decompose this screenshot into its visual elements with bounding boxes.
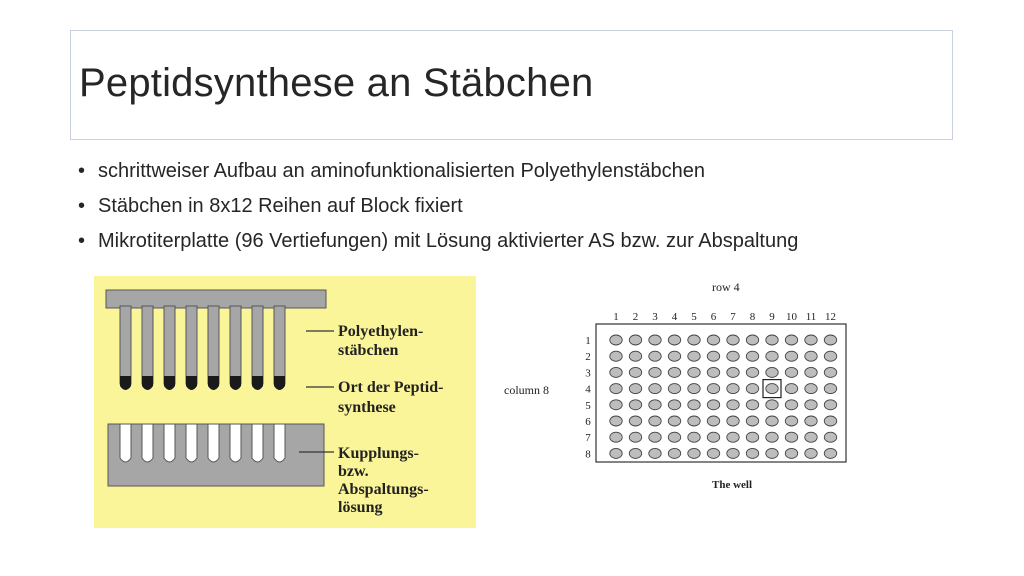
- label-site-2: synthese: [338, 399, 396, 416]
- plate-well: [208, 424, 219, 462]
- column-number: 10: [786, 311, 797, 323]
- plate-well: [649, 384, 661, 394]
- plate-well: [610, 384, 622, 394]
- column-number: 7: [730, 311, 736, 323]
- plate-well: [629, 416, 641, 426]
- plate-well: [727, 448, 739, 458]
- row-number: 4: [585, 383, 591, 396]
- plate-well: [785, 432, 797, 442]
- plate-well: [610, 351, 622, 361]
- plate-well: [164, 424, 175, 462]
- title-box: [70, 30, 953, 140]
- plate-well: [649, 432, 661, 442]
- pin-holder-bar: [106, 290, 326, 308]
- pin-tip: [186, 376, 197, 390]
- column-number: 4: [671, 311, 678, 323]
- plate-well: [766, 416, 778, 426]
- plate-well: [230, 424, 241, 462]
- plate-well: [766, 384, 778, 394]
- plate-well: [688, 335, 700, 345]
- plate-well: [629, 351, 641, 361]
- plate-well: [610, 416, 622, 426]
- label-solution-1: Kupplungs-: [338, 445, 419, 462]
- plate-well: [688, 448, 700, 458]
- row-number: 2: [585, 351, 591, 364]
- plate-well: [766, 400, 778, 410]
- pin: [208, 306, 219, 384]
- plate-well: [610, 335, 622, 345]
- plate-well: [688, 384, 700, 394]
- pin-tip: [230, 376, 241, 390]
- plate-well: [766, 351, 778, 361]
- plate-well: [707, 448, 719, 458]
- plate-well: [746, 416, 758, 426]
- pin-block-diagram: [94, 276, 476, 528]
- solution-plate: [108, 424, 324, 486]
- plate-well: [727, 367, 739, 377]
- pin-tip: [208, 376, 219, 390]
- column-numbers: [613, 311, 836, 323]
- plate-well: [688, 432, 700, 442]
- plate-well: [805, 384, 817, 394]
- row-number: 7: [585, 432, 591, 445]
- plate-well: [610, 367, 622, 377]
- plate-well: [805, 335, 817, 345]
- pin: [120, 306, 131, 384]
- pin-tip: [274, 376, 285, 390]
- plate-well: [746, 448, 758, 458]
- plate-well: [727, 384, 739, 394]
- plate-well: [629, 384, 641, 394]
- plate-well: [707, 351, 719, 361]
- plate-well: [610, 432, 622, 442]
- plate-well: [746, 335, 758, 345]
- pin-tip: [142, 376, 153, 390]
- plate-well: [688, 400, 700, 410]
- plate-well: [629, 367, 641, 377]
- pin: [186, 306, 197, 384]
- plate-well: [824, 416, 836, 426]
- plate-well: [668, 448, 680, 458]
- plate-well: [766, 367, 778, 377]
- row-number: 8: [585, 448, 591, 461]
- plate-well: [785, 448, 797, 458]
- column-number: 6: [710, 311, 717, 323]
- plate-caption: The well: [712, 479, 753, 491]
- bullet-list: [78, 154, 798, 259]
- plate-well: [785, 400, 797, 410]
- plate-well: [785, 367, 797, 377]
- plate-well: [824, 351, 836, 361]
- column-number: 8: [749, 311, 756, 323]
- column-number: 12: [825, 311, 836, 323]
- row-number: 3: [585, 367, 591, 380]
- column-number: 11: [805, 311, 817, 323]
- plate-well: [649, 335, 661, 345]
- label-pins-2: stäbchen: [338, 342, 399, 359]
- plate-well: [805, 400, 817, 410]
- label-solution-4: lösung: [338, 499, 383, 516]
- pin: [164, 306, 175, 384]
- plate-well: [629, 335, 641, 345]
- label-site-1: Ort der Peptid-: [338, 379, 444, 396]
- pin: [230, 306, 241, 384]
- plate-well: [688, 351, 700, 361]
- pin-tip: [120, 376, 131, 390]
- plate-well: [805, 351, 817, 361]
- plate-well: [707, 384, 719, 394]
- plate-well: [707, 416, 719, 426]
- plate-well: [727, 432, 739, 442]
- plate-well: [727, 335, 739, 345]
- plate-well: [727, 416, 739, 426]
- plate-well: [805, 432, 817, 442]
- row-number: 1: [585, 335, 591, 347]
- plate-well: [766, 432, 778, 442]
- bullet-item: • Mikrotiterplatte (96 Vertiefungen) mit Lösung aktivierter AS bzw. zur Abspaltung: [78, 224, 798, 259]
- row-number: 6: [585, 416, 591, 428]
- plate-well: [746, 384, 758, 394]
- plate-well: [668, 367, 680, 377]
- plate-well: [746, 400, 758, 410]
- plate-well: [785, 416, 797, 426]
- plate-well: [785, 351, 797, 361]
- plate-well: [805, 448, 817, 458]
- pin: [274, 306, 285, 384]
- plate-well: [668, 416, 680, 426]
- plate-well: [186, 424, 197, 462]
- plate-well: [649, 351, 661, 361]
- plate-well: [688, 416, 700, 426]
- plate-well: [610, 400, 622, 410]
- column-label: column 8: [504, 383, 549, 397]
- plate-well: [668, 400, 680, 410]
- plate-well: [629, 400, 641, 410]
- plate-well: [142, 424, 153, 462]
- column-number: 3: [652, 311, 658, 323]
- plate-well: [805, 416, 817, 426]
- plate-well: [785, 384, 797, 394]
- plate-well: [668, 351, 680, 361]
- plate-well: [629, 448, 641, 458]
- column-number: 2: [632, 311, 639, 323]
- plate-well: [120, 424, 131, 462]
- plate-well: [766, 448, 778, 458]
- column-number: 1: [613, 311, 619, 323]
- plate-well: [746, 367, 758, 377]
- plate-well: [824, 335, 836, 345]
- plate-well: [746, 351, 758, 361]
- plate-well: [727, 400, 739, 410]
- plate-well: [707, 335, 719, 345]
- plate-well: [824, 384, 836, 394]
- plate-well: [707, 400, 719, 410]
- plate-well: [252, 424, 263, 462]
- plate-well: [824, 400, 836, 410]
- label-pins-1: Polyethylen-: [338, 323, 424, 340]
- label-solution-2: bzw.: [338, 463, 369, 480]
- plate-well: [805, 367, 817, 377]
- microtiter-plate-diagram: [500, 278, 860, 494]
- plate-well: [649, 416, 661, 426]
- bullet-item: • Stäbchen in 8x12 Reihen auf Block fixiert: [78, 189, 798, 224]
- plate-well: [707, 432, 719, 442]
- plate-well: [668, 335, 680, 345]
- plate-well: [668, 384, 680, 394]
- plate-well: [824, 367, 836, 377]
- pin-tip: [164, 376, 175, 390]
- pin: [252, 306, 263, 384]
- pin: [142, 306, 153, 384]
- plate-well: [766, 335, 778, 345]
- plate-well: [668, 432, 680, 442]
- row-number: 5: [585, 399, 591, 412]
- plate-well: [274, 424, 285, 462]
- plate-well: [688, 367, 700, 377]
- bullet-item: • schrittweiser Aufbau an aminofunktionalisierten Polyethylenstäbchen: [78, 154, 798, 189]
- plate-well: [746, 432, 758, 442]
- column-number: 9: [769, 311, 775, 323]
- row-label: row 4: [712, 280, 740, 294]
- slide-title: Peptidsynthese an Stäbchen: [79, 61, 594, 105]
- plate-well: [649, 448, 661, 458]
- plate-well: [824, 448, 836, 458]
- plate-well: [785, 335, 797, 345]
- plate-well: [629, 432, 641, 442]
- pin-tip: [252, 376, 263, 390]
- plate-well: [649, 367, 661, 377]
- plate-well: [649, 400, 661, 410]
- plate-well: [824, 432, 836, 442]
- column-number: 5: [691, 311, 697, 323]
- plate-well: [727, 351, 739, 361]
- plate-well: [610, 448, 622, 458]
- row-numbers: [585, 335, 591, 460]
- label-solution-3: Abspaltungs-: [338, 481, 429, 498]
- plate-well: [707, 367, 719, 377]
